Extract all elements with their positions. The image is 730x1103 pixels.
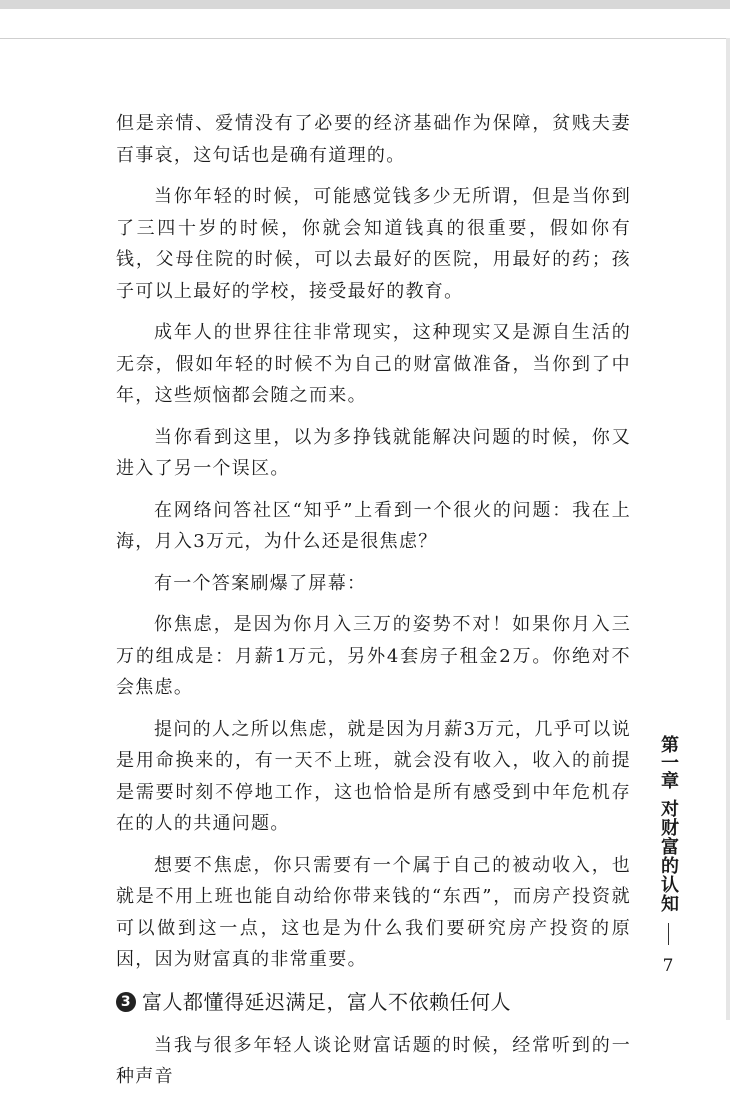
- section-title: 富人都懂得延迟满足，富人不依赖任何人: [142, 989, 511, 1014]
- page-body: [116, 108, 631, 1103]
- chapter-label: 第一章: [658, 735, 679, 789]
- chapter-side-tab: [656, 735, 680, 977]
- section-heading: [116, 986, 631, 1018]
- chapter-title: 对财富的认知: [658, 799, 679, 913]
- paragraph: 但是亲情、爱情没有了必要的经济基础作为保障，贫贱夫妻百事哀，这句话也是确有道理的。: [116, 113, 631, 166]
- section-number-badge: 3: [116, 992, 136, 1012]
- paragraph: 有一个答案刷爆了屏幕：: [154, 572, 367, 594]
- paragraph: 当你年轻的时候，可能感觉钱多少无所谓，但是当你到了三四十岁的时候，你就会知道钱真的很重要，假如你有钱，父母住院的时候，可以去最好的医院，用最好的药；孩子可以上最好的学校，接受最好的教育。: [116, 186, 631, 302]
- paragraph: 成年人的世界往往非常现实，这种现实又是源自生活的无奈，假如年轻的时候不为自己的财富做准备，当你到了中年，这些烦恼都会随之而来。: [116, 322, 631, 406]
- paragraph: 当你看到这里，以为多挣钱就能解决问题的时候，你又进入了另一个误区。: [116, 426, 631, 479]
- page-top-border: [0, 0, 730, 39]
- page-number: 7: [662, 956, 674, 976]
- paragraph: 想要不焦虑，你只需要有一个属于自己的被动收入，也就是不用上班也能自动给你带来钱的“东西”，而房产投资就可以做到这一点，这也是为什么我们要研究房产投资的原因，因为财富真的非常重要。: [116, 854, 631, 970]
- paragraph: 当我与很多年轻人谈论财富话题的时候，经常听到的一种声音: [116, 1034, 631, 1087]
- paragraph: 你焦虑，是因为你月入三万的姿势不对！如果你月入三万的组成是：月薪1万元，另外4套房子租金2万。你绝对不会焦虑。: [116, 614, 631, 698]
- paragraph: 提问的人之所以焦虑，就是因为月薪3万元，几乎可以说是用命换来的，有一天不上班，就会没有收入，收入的前提是需要时刻不停地工作，这也恰恰是所有感受到中年危机存在的人的共通问题。: [116, 718, 631, 834]
- paragraph: 在网络问答社区“知乎”上看到一个很火的问题：我在上海，月入3万元，为什么还是很焦虑？: [116, 499, 631, 552]
- page-right-edge: [726, 38, 730, 1020]
- side-divider: [668, 923, 669, 945]
